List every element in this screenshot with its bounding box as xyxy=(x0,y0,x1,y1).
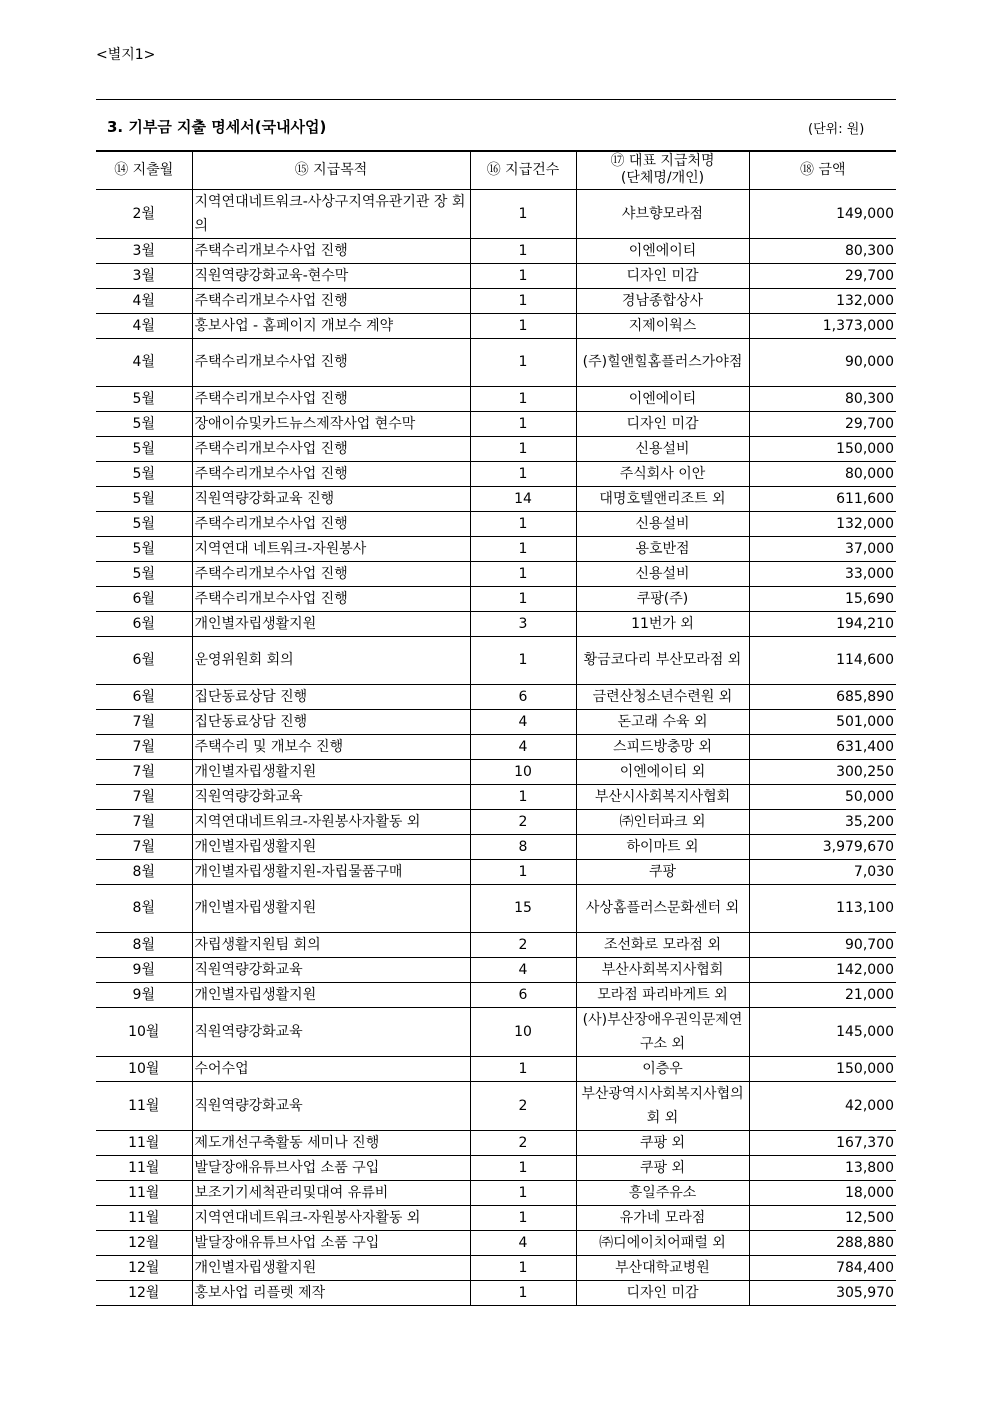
cell-month: 5월 xyxy=(96,461,192,486)
cell-count: 2 xyxy=(470,809,576,834)
table-row xyxy=(96,809,896,834)
table-row xyxy=(96,859,896,884)
cell-count: 1 xyxy=(470,536,576,561)
cell-amount: 631,400 xyxy=(749,734,896,759)
cell-amount: 29,700 xyxy=(749,411,896,436)
cell-count: 2 xyxy=(470,1130,576,1155)
cell-recipient: 쿠팡 xyxy=(576,859,749,884)
cell-month: 5월 xyxy=(96,386,192,411)
header-purpose: ⑮ 지급목적 xyxy=(192,151,470,189)
cell-month: 12월 xyxy=(96,1255,192,1280)
annex-label: <별지1> xyxy=(96,47,156,63)
cell-recipient: 부산대학교병원 xyxy=(576,1255,749,1280)
table-row xyxy=(96,238,896,263)
cell-purpose: 주택수리개보수사업 진행 xyxy=(192,511,470,536)
cell-recipient: 신용설비 xyxy=(576,561,749,586)
cell-recipient: 샤브향모라점 xyxy=(576,189,749,238)
cell-purpose: 홍보사업 리플렛 제작 xyxy=(192,1280,470,1305)
cell-recipient: 하이마트 외 xyxy=(576,834,749,859)
table-row xyxy=(96,288,896,313)
cell-purpose: 지역연대네트워크-사상구지역유관기관 장 회의 xyxy=(192,189,470,238)
cell-amount: 42,000 xyxy=(749,1081,896,1130)
cell-count: 3 xyxy=(470,611,576,636)
cell-amount: 150,000 xyxy=(749,436,896,461)
table-row xyxy=(96,982,896,1007)
table-row xyxy=(96,486,896,511)
cell-purpose: 지역연대 네트워크-자원봉사 xyxy=(192,536,470,561)
cell-count: 1 xyxy=(470,586,576,611)
table-row xyxy=(96,1280,896,1305)
cell-recipient: 지제이웍스 xyxy=(576,313,749,338)
cell-count: 1 xyxy=(470,411,576,436)
cell-recipient: 이엔에이티 xyxy=(576,386,749,411)
table-row xyxy=(96,338,896,386)
cell-amount: 37,000 xyxy=(749,536,896,561)
cell-month: 6월 xyxy=(96,586,192,611)
cell-count: 1 xyxy=(470,1056,576,1081)
cell-purpose: 직원역량강화교육 xyxy=(192,957,470,982)
cell-count: 1 xyxy=(470,511,576,536)
cell-month: 7월 xyxy=(96,784,192,809)
cell-month: 7월 xyxy=(96,809,192,834)
cell-amount: 90,000 xyxy=(749,338,896,386)
cell-recipient: 신용설비 xyxy=(576,511,749,536)
cell-purpose: 직원역량강화교육-현수막 xyxy=(192,263,470,288)
table-row xyxy=(96,932,896,957)
cell-purpose: 주택수리개보수사업 진행 xyxy=(192,288,470,313)
cell-month: 4월 xyxy=(96,313,192,338)
table-row xyxy=(96,709,896,734)
table-row xyxy=(96,586,896,611)
cell-purpose: 직원역량강화교육 xyxy=(192,1081,470,1130)
cell-month: 8월 xyxy=(96,932,192,957)
table-row xyxy=(96,884,896,932)
cell-count: 2 xyxy=(470,932,576,957)
cell-purpose: 홍보사업 - 홈페이지 개보수 계약 xyxy=(192,313,470,338)
cell-month: 4월 xyxy=(96,288,192,313)
cell-count: 4 xyxy=(470,734,576,759)
cell-recipient: 부산광역시사회복지사협의회 외 xyxy=(576,1081,749,1130)
table-row xyxy=(96,1255,896,1280)
cell-month: 11월 xyxy=(96,1081,192,1130)
cell-recipient: 용호반점 xyxy=(576,536,749,561)
cell-count: 10 xyxy=(470,759,576,784)
cell-amount: 3,979,670 xyxy=(749,834,896,859)
cell-recipient: 황금코다리 부산모라점 외 xyxy=(576,636,749,684)
cell-recipient: 경남종합상사 xyxy=(576,288,749,313)
expenditure-table xyxy=(96,150,896,1306)
cell-recipient: 이엔에이티 외 xyxy=(576,759,749,784)
cell-amount: 33,000 xyxy=(749,561,896,586)
cell-amount: 194,210 xyxy=(749,611,896,636)
cell-recipient: 모라점 파리바게트 외 xyxy=(576,982,749,1007)
cell-amount: 90,700 xyxy=(749,932,896,957)
cell-month: 5월 xyxy=(96,561,192,586)
cell-recipient: 금련산청소년수련원 외 xyxy=(576,684,749,709)
cell-recipient: (사)부산장애우권익문제연구소 외 xyxy=(576,1007,749,1056)
cell-count: 1 xyxy=(470,288,576,313)
cell-amount: 132,000 xyxy=(749,511,896,536)
cell-purpose: 주택수리 및 개보수 진행 xyxy=(192,734,470,759)
cell-amount: 784,400 xyxy=(749,1255,896,1280)
cell-count: 8 xyxy=(470,834,576,859)
cell-month: 10월 xyxy=(96,1056,192,1081)
cell-recipient: 디자인 미감 xyxy=(576,1280,749,1305)
cell-purpose: 개인별자립생활지원 xyxy=(192,884,470,932)
table-row xyxy=(96,1180,896,1205)
cell-count: 4 xyxy=(470,709,576,734)
cell-month: 5월 xyxy=(96,536,192,561)
cell-recipient: 부산시사회복지사협회 xyxy=(576,784,749,809)
cell-count: 4 xyxy=(470,1230,576,1255)
cell-purpose: 개인별자립생활지원 xyxy=(192,759,470,784)
cell-recipient: 이엔에이티 xyxy=(576,238,749,263)
cell-purpose: 개인별자립생활지원-자립물품구매 xyxy=(192,859,470,884)
cell-purpose: 발달장애유튜브사업 소품 구입 xyxy=(192,1230,470,1255)
cell-count: 1 xyxy=(470,1255,576,1280)
cell-amount: 1,373,000 xyxy=(749,313,896,338)
table-row xyxy=(96,1056,896,1081)
cell-recipient: 주식회사 이안 xyxy=(576,461,749,486)
table-row xyxy=(96,386,896,411)
cell-count: 1 xyxy=(470,338,576,386)
cell-count: 14 xyxy=(470,486,576,511)
cell-purpose: 지역연대네트워크-자원봉사자활동 외 xyxy=(192,1205,470,1230)
cell-purpose: 주택수리개보수사업 진행 xyxy=(192,386,470,411)
cell-month: 5월 xyxy=(96,486,192,511)
cell-count: 1 xyxy=(470,238,576,263)
cell-purpose: 지역연대네트워크-자원봉사자활동 외 xyxy=(192,809,470,834)
cell-amount: 145,000 xyxy=(749,1007,896,1056)
table-row xyxy=(96,1230,896,1255)
cell-count: 1 xyxy=(470,461,576,486)
section-title: 3. 기부금 지출 명세서(국내사업) xyxy=(107,118,327,136)
cell-purpose: 자립생활지원팀 회의 xyxy=(192,932,470,957)
cell-amount: 12,500 xyxy=(749,1205,896,1230)
cell-amount: 35,200 xyxy=(749,809,896,834)
cell-purpose: 주택수리개보수사업 진행 xyxy=(192,561,470,586)
cell-amount: 300,250 xyxy=(749,759,896,784)
cell-count: 1 xyxy=(470,386,576,411)
cell-month: 6월 xyxy=(96,611,192,636)
cell-purpose: 발달장애유튜브사업 소품 구입 xyxy=(192,1155,470,1180)
cell-month: 7월 xyxy=(96,734,192,759)
cell-amount: 611,600 xyxy=(749,486,896,511)
cell-month: 4월 xyxy=(96,338,192,386)
table-row xyxy=(96,1007,896,1056)
cell-count: 1 xyxy=(470,1205,576,1230)
cell-amount: 80,000 xyxy=(749,461,896,486)
cell-recipient: ㈜디에이치어패럴 외 xyxy=(576,1230,749,1255)
cell-purpose: 개인별자립생활지원 xyxy=(192,1255,470,1280)
cell-amount: 29,700 xyxy=(749,263,896,288)
header-month: ⑭ 지출월 xyxy=(96,151,192,189)
cell-month: 12월 xyxy=(96,1230,192,1255)
cell-count: 1 xyxy=(470,189,576,238)
cell-purpose: 개인별자립생활지원 xyxy=(192,611,470,636)
table-row xyxy=(96,536,896,561)
cell-recipient: 대명호텔앤리조트 외 xyxy=(576,486,749,511)
cell-purpose: 주택수리개보수사업 진행 xyxy=(192,586,470,611)
cell-purpose: 직원역량강화교육 xyxy=(192,784,470,809)
cell-purpose: 주택수리개보수사업 진행 xyxy=(192,436,470,461)
cell-purpose: 직원역량강화교육 xyxy=(192,1007,470,1056)
cell-month: 6월 xyxy=(96,684,192,709)
cell-count: 1 xyxy=(470,1155,576,1180)
cell-recipient: 디자인 미감 xyxy=(576,263,749,288)
header-recipient: ⑰ 대표 지급처명 (단체명/개인) xyxy=(576,151,749,189)
cell-amount: 305,970 xyxy=(749,1280,896,1305)
cell-count: 1 xyxy=(470,784,576,809)
cell-month: 5월 xyxy=(96,511,192,536)
cell-recipient: 11번가 외 xyxy=(576,611,749,636)
cell-month: 8월 xyxy=(96,859,192,884)
cell-amount: 501,000 xyxy=(749,709,896,734)
table-row xyxy=(96,1155,896,1180)
cell-purpose: 수어수업 xyxy=(192,1056,470,1081)
table-row xyxy=(96,636,896,684)
cell-purpose: 보조기기세척관리및대여 유류비 xyxy=(192,1180,470,1205)
cell-recipient: 이층우 xyxy=(576,1056,749,1081)
table-row xyxy=(96,189,896,238)
cell-purpose: 장애이슈및카드뉴스제작사업 현수막 xyxy=(192,411,470,436)
table-row xyxy=(96,834,896,859)
header-amount: ⑱ 금액 xyxy=(749,151,896,189)
cell-month: 3월 xyxy=(96,238,192,263)
cell-amount: 685,890 xyxy=(749,684,896,709)
cell-month: 7월 xyxy=(96,834,192,859)
cell-month: 9월 xyxy=(96,982,192,1007)
cell-amount: 167,370 xyxy=(749,1130,896,1155)
table-row xyxy=(96,313,896,338)
cell-amount: 13,800 xyxy=(749,1155,896,1180)
cell-recipient: 유가네 모라점 xyxy=(576,1205,749,1230)
cell-month: 11월 xyxy=(96,1205,192,1230)
cell-count: 1 xyxy=(470,1180,576,1205)
table-header-row xyxy=(96,151,896,189)
cell-recipient: 스피드방충망 외 xyxy=(576,734,749,759)
table-row xyxy=(96,263,896,288)
table-row xyxy=(96,1130,896,1155)
cell-recipient: 흥일주유소 xyxy=(576,1180,749,1205)
cell-month: 12월 xyxy=(96,1280,192,1305)
cell-recipient: 쿠팡 외 xyxy=(576,1155,749,1180)
cell-amount: 80,300 xyxy=(749,238,896,263)
cell-recipient: 쿠팡 외 xyxy=(576,1130,749,1155)
cell-recipient: 부산사회복지사협회 xyxy=(576,957,749,982)
cell-recipient: 사상홈플러스문화센터 외 xyxy=(576,884,749,932)
cell-count: 4 xyxy=(470,957,576,982)
table-row xyxy=(96,759,896,784)
cell-month: 5월 xyxy=(96,411,192,436)
unit-label: (단위: 원) xyxy=(808,122,865,137)
cell-amount: 288,880 xyxy=(749,1230,896,1255)
cell-count: 10 xyxy=(470,1007,576,1056)
cell-month: 3월 xyxy=(96,263,192,288)
cell-count: 1 xyxy=(470,263,576,288)
table-row xyxy=(96,784,896,809)
table-row xyxy=(96,611,896,636)
cell-amount: 7,030 xyxy=(749,859,896,884)
cell-month: 8월 xyxy=(96,884,192,932)
cell-count: 1 xyxy=(470,1280,576,1305)
cell-month: 7월 xyxy=(96,759,192,784)
cell-purpose: 운영위원회 회의 xyxy=(192,636,470,684)
cell-month: 10월 xyxy=(96,1007,192,1056)
table-row xyxy=(96,411,896,436)
cell-month: 7월 xyxy=(96,709,192,734)
table-row xyxy=(96,436,896,461)
table-row xyxy=(96,957,896,982)
cell-purpose: 주택수리개보수사업 진행 xyxy=(192,461,470,486)
cell-purpose: 직원역량강화교육 진행 xyxy=(192,486,470,511)
cell-count: 6 xyxy=(470,684,576,709)
top-rule xyxy=(96,99,896,100)
cell-amount: 132,000 xyxy=(749,288,896,313)
cell-count: 1 xyxy=(470,561,576,586)
table-row xyxy=(96,684,896,709)
cell-recipient: 디자인 미감 xyxy=(576,411,749,436)
cell-amount: 149,000 xyxy=(749,189,896,238)
cell-count: 2 xyxy=(470,1081,576,1130)
cell-purpose: 주택수리개보수사업 진행 xyxy=(192,238,470,263)
table-row xyxy=(96,511,896,536)
cell-amount: 114,600 xyxy=(749,636,896,684)
table-row xyxy=(96,461,896,486)
cell-count: 15 xyxy=(470,884,576,932)
cell-purpose: 개인별자립생활지원 xyxy=(192,982,470,1007)
cell-month: 9월 xyxy=(96,957,192,982)
cell-purpose: 집단동료상담 진행 xyxy=(192,709,470,734)
header-count: ⑯ 지급건수 xyxy=(470,151,576,189)
cell-count: 1 xyxy=(470,859,576,884)
cell-amount: 142,000 xyxy=(749,957,896,982)
cell-month: 5월 xyxy=(96,436,192,461)
cell-purpose: 개인별자립생활지원 xyxy=(192,834,470,859)
cell-recipient: ㈜인터파크 외 xyxy=(576,809,749,834)
cell-amount: 150,000 xyxy=(749,1056,896,1081)
cell-count: 1 xyxy=(470,636,576,684)
table-row xyxy=(96,734,896,759)
cell-recipient: 돈고래 수육 외 xyxy=(576,709,749,734)
cell-month: 11월 xyxy=(96,1130,192,1155)
cell-amount: 50,000 xyxy=(749,784,896,809)
table-row xyxy=(96,1205,896,1230)
cell-recipient: 조선화로 모라점 외 xyxy=(576,932,749,957)
cell-purpose: 제도개선구축활동 세미나 진행 xyxy=(192,1130,470,1155)
cell-count: 6 xyxy=(470,982,576,1007)
cell-amount: 113,100 xyxy=(749,884,896,932)
cell-amount: 21,000 xyxy=(749,982,896,1007)
cell-month: 11월 xyxy=(96,1180,192,1205)
cell-purpose: 집단동료상담 진행 xyxy=(192,684,470,709)
cell-month: 6월 xyxy=(96,636,192,684)
cell-month: 2월 xyxy=(96,189,192,238)
cell-amount: 15,690 xyxy=(749,586,896,611)
cell-recipient: (주)힐앤힐홈플러스가야점 xyxy=(576,338,749,386)
cell-purpose: 주택수리개보수사업 진행 xyxy=(192,338,470,386)
table-row xyxy=(96,561,896,586)
cell-recipient: 쿠팡(주) xyxy=(576,586,749,611)
table-row xyxy=(96,1081,896,1130)
cell-recipient: 신용설비 xyxy=(576,436,749,461)
cell-amount: 18,000 xyxy=(749,1180,896,1205)
cell-amount: 80,300 xyxy=(749,386,896,411)
cell-count: 1 xyxy=(470,313,576,338)
cell-count: 1 xyxy=(470,436,576,461)
cell-month: 11월 xyxy=(96,1155,192,1180)
